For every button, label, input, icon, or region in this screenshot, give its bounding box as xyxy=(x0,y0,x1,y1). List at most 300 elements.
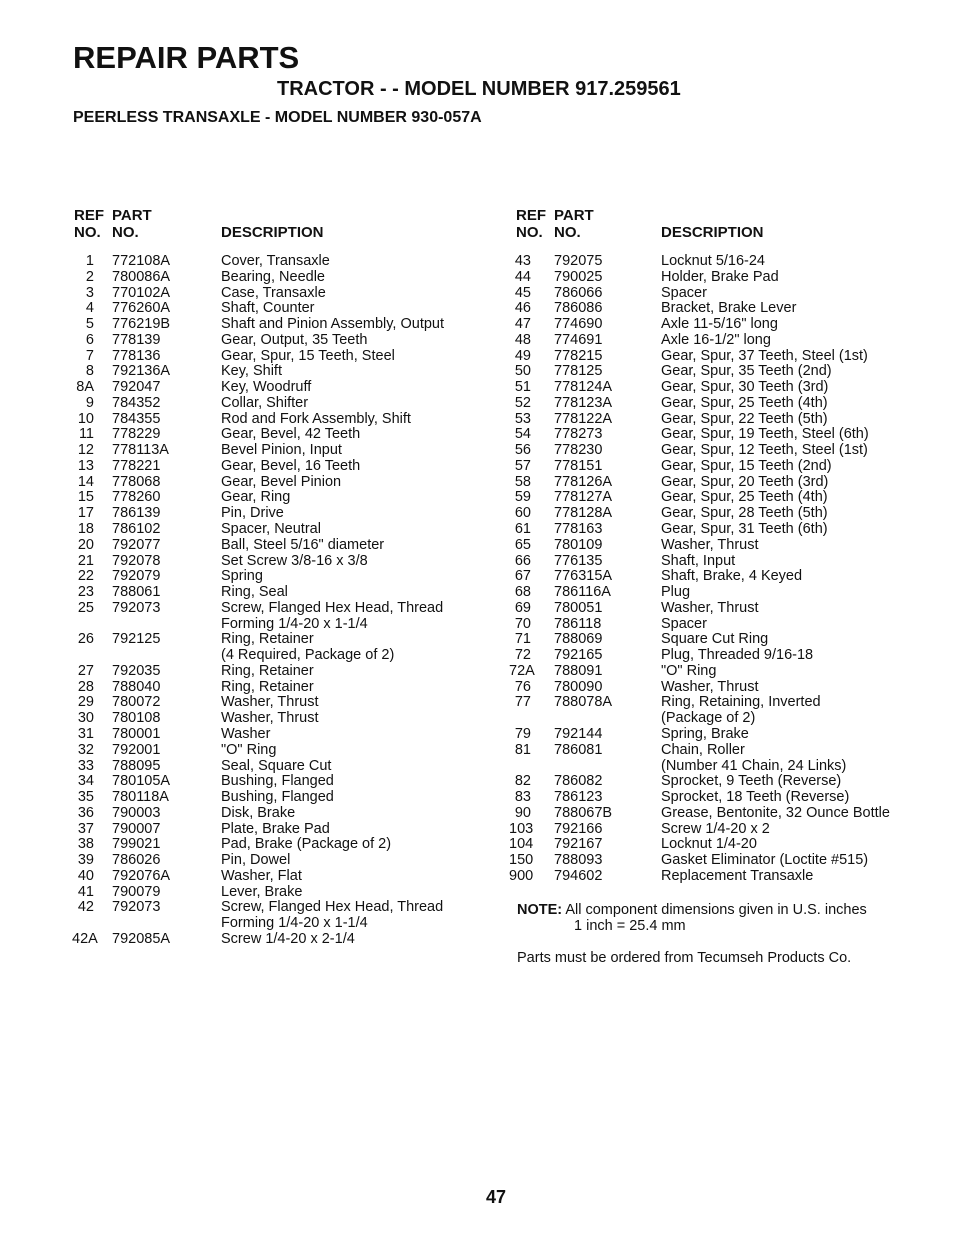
part-description: Gear, Bevel, 42 Teeth xyxy=(221,426,361,443)
part-description: Ring, Retainer xyxy=(221,631,314,648)
parts-row xyxy=(72,601,482,617)
part-number: 780109 xyxy=(554,536,603,553)
part-description: Gear, Ring xyxy=(221,489,291,506)
ref-number: 900 xyxy=(509,867,534,884)
part-description: Ring, Retainer xyxy=(221,662,314,679)
ref-number: 25 xyxy=(77,599,94,616)
parts-row xyxy=(72,364,482,380)
ref-number: 76 xyxy=(514,678,531,695)
ref-number: 8 xyxy=(85,363,94,380)
part-number: 788093 xyxy=(554,852,603,869)
part-description: Washer, Thrust xyxy=(661,599,759,616)
parts-row xyxy=(72,695,482,711)
part-number: 786139 xyxy=(112,505,161,522)
part-description: Chain, Roller xyxy=(661,741,745,758)
part-description: Gear, Spur, 25 Teeth (4th) xyxy=(661,489,828,506)
ref-number: 1 xyxy=(85,253,94,269)
parts-row xyxy=(72,396,482,412)
ref-number: 43 xyxy=(514,253,531,269)
part-description: Washer, Flat xyxy=(221,867,302,884)
parts-row xyxy=(72,554,482,570)
part-number: 778113A xyxy=(112,442,169,459)
parts-row xyxy=(72,822,482,838)
part-number: 778126A xyxy=(554,473,613,490)
left-header-part: PART NO. xyxy=(112,207,152,241)
right-header-ref: REF NO. xyxy=(516,207,546,241)
part-description: Case, Transaxle xyxy=(221,284,326,301)
part-description: Pin, Dowel xyxy=(221,852,291,869)
parts-row xyxy=(509,380,929,396)
part-description: Washer, Thrust xyxy=(661,678,759,695)
ref-number: 36 xyxy=(77,804,94,821)
part-description: "O" Ring xyxy=(221,741,277,758)
ref-number: 6 xyxy=(85,331,94,348)
parts-row xyxy=(509,648,929,664)
part-number: 780001 xyxy=(112,725,161,742)
part-description: Key, Shift xyxy=(221,363,282,380)
ref-number: 72A xyxy=(509,662,535,679)
ref-number: 9 xyxy=(85,394,94,411)
parts-row xyxy=(509,806,929,822)
ref-number: 45 xyxy=(514,284,531,301)
part-description: Gear, Spur, 15 Teeth, Steel xyxy=(221,347,395,364)
ref-number: 49 xyxy=(514,347,531,364)
parts-row xyxy=(72,427,482,443)
part-description: Ring, Seal xyxy=(221,584,288,601)
part-description: Washer, Thrust xyxy=(221,710,319,727)
parts-row xyxy=(509,601,929,617)
part-description: Locknut 5/16-24 xyxy=(661,253,765,269)
parts-row xyxy=(509,301,929,317)
ref-number: 68 xyxy=(514,584,531,601)
part-description: Forming 1/4-20 x 1-1/4 xyxy=(221,615,368,632)
parts-row xyxy=(72,301,482,317)
part-description: Gear, Spur, 12 Teeth, Steel (1st) xyxy=(661,442,868,459)
right-parts-list xyxy=(509,254,929,885)
ref-number: 54 xyxy=(514,426,531,443)
part-description: Lever, Brake xyxy=(221,883,303,900)
ref-number: 47 xyxy=(514,316,531,333)
parts-row xyxy=(72,680,482,696)
note-line2: 1 inch = 25.4 mm xyxy=(574,918,686,934)
part-number: 778122A xyxy=(554,410,613,427)
part-description: Spacer, Neutral xyxy=(221,521,321,538)
part-number: 792166 xyxy=(554,820,603,837)
ref-number: 40 xyxy=(77,867,94,884)
part-description: Gear, Spur, 25 Teeth (4th) xyxy=(661,394,828,411)
part-number: 786081 xyxy=(554,741,603,758)
parts-row xyxy=(72,774,482,790)
part-number: 780086A xyxy=(112,268,171,285)
parts-row xyxy=(72,538,482,554)
parts-row xyxy=(72,349,482,365)
part-description: Gear, Bevel Pinion xyxy=(221,473,342,490)
parts-row xyxy=(509,790,929,806)
part-number: 786123 xyxy=(554,789,603,806)
parts-row xyxy=(72,333,482,349)
parts-row xyxy=(509,270,929,286)
parts-row xyxy=(509,837,929,853)
part-description: Cover, Transaxle xyxy=(221,253,330,269)
part-description: (Package of 2) xyxy=(661,710,756,727)
part-number: 788095 xyxy=(112,757,161,774)
parts-row xyxy=(72,475,482,491)
part-description: Gear, Spur, 35 Teeth (2nd) xyxy=(661,363,832,380)
ref-number: 42 xyxy=(77,899,94,916)
part-description: Gear, Spur, 30 Teeth (3rd) xyxy=(661,379,829,396)
parts-row xyxy=(72,916,482,932)
part-number: 784355 xyxy=(112,410,161,427)
parts-row xyxy=(509,569,929,585)
ref-number: 83 xyxy=(514,789,531,806)
parts-row xyxy=(509,695,929,711)
ref-number: 14 xyxy=(77,473,94,490)
ref-number: 60 xyxy=(514,505,531,522)
ref-number: 41 xyxy=(77,883,94,900)
part-description: Gear, Spur, 22 Teeth (5th) xyxy=(661,410,828,427)
tractor-model-heading: TRACTOR - - MODEL NUMBER 917.259561 xyxy=(277,78,681,100)
parts-row xyxy=(509,412,929,428)
part-number: 778124A xyxy=(554,379,613,396)
parts-row xyxy=(509,680,929,696)
right-header-part: PART NO. xyxy=(554,207,594,241)
part-description: Plug xyxy=(661,584,691,601)
ref-number: 52 xyxy=(514,394,531,411)
parts-row xyxy=(509,286,929,302)
part-number: 776135 xyxy=(554,552,603,569)
part-description: Key, Woodruff xyxy=(221,379,312,396)
part-description: Ring, Retainer xyxy=(221,678,314,695)
parts-row xyxy=(509,711,929,727)
ref-number: 65 xyxy=(514,536,531,553)
part-description: Gear, Spur, 37 Teeth, Steel (1st) xyxy=(661,347,868,364)
part-description: Shaft, Counter xyxy=(221,300,315,317)
ref-number: 12 xyxy=(77,442,94,459)
part-number: 778163 xyxy=(554,521,603,538)
part-number: 774690 xyxy=(554,316,603,333)
parts-row xyxy=(72,790,482,806)
ref-number: 22 xyxy=(77,568,94,585)
part-number: 778136 xyxy=(112,347,161,364)
part-description: Axle 16-1/2" long xyxy=(661,331,771,348)
left-parts-list xyxy=(72,254,482,948)
ref-number: 18 xyxy=(77,521,94,538)
part-number: 778229 xyxy=(112,426,161,443)
ref-number: 81 xyxy=(514,741,531,758)
parts-row xyxy=(509,585,929,601)
ref-number: 34 xyxy=(77,773,94,790)
parts-row xyxy=(509,427,929,443)
part-number: 790003 xyxy=(112,804,161,821)
ref-number: 3 xyxy=(85,284,94,301)
part-description: Spacer xyxy=(661,284,707,301)
part-description: Plate, Brake Pad xyxy=(221,820,330,837)
part-description: Rod and Fork Assembly, Shift xyxy=(221,410,411,427)
ref-number: 46 xyxy=(514,300,531,317)
part-description: Sprocket, 9 Teeth (Reverse) xyxy=(661,773,842,790)
part-number: 778273 xyxy=(554,426,603,443)
parts-row xyxy=(72,522,482,538)
part-description: Seal, Square Cut xyxy=(221,757,332,774)
parts-row xyxy=(72,490,482,506)
ref-number: 51 xyxy=(514,379,531,396)
ordering-note: Parts must be ordered from Tecumseh Products Co. xyxy=(517,950,852,966)
part-description: Axle 11-5/16" long xyxy=(661,316,778,333)
parts-row xyxy=(72,412,482,428)
parts-row xyxy=(72,727,482,743)
ref-number: 5 xyxy=(85,316,94,333)
parts-row xyxy=(72,459,482,475)
part-description: Shaft, Brake, 4 Keyed xyxy=(661,568,803,585)
parts-row xyxy=(72,585,482,601)
parts-row xyxy=(72,380,482,396)
parts-row xyxy=(509,254,929,270)
parts-row xyxy=(72,270,482,286)
part-number: 778128A xyxy=(554,505,613,522)
part-number: 788040 xyxy=(112,678,161,695)
part-description: Grease, Bentonite, 32 Ounce Bottle xyxy=(661,804,890,821)
part-description: Square Cut Ring xyxy=(661,631,769,648)
part-number: 786026 xyxy=(112,852,161,869)
part-description: Bevel Pinion, Input xyxy=(221,442,342,459)
ref-number: 59 xyxy=(514,489,531,506)
ref-number: 42A xyxy=(72,930,98,947)
part-description: Screw, Flanged Hex Head, Thread xyxy=(221,899,444,916)
parts-row xyxy=(509,554,929,570)
part-number: 792167 xyxy=(554,836,603,853)
parts-row xyxy=(72,885,482,901)
ref-number: 26 xyxy=(77,631,94,648)
parts-row xyxy=(509,522,929,538)
part-number: 776315A xyxy=(554,568,613,585)
part-description: Screw 1/4-20 x 2 xyxy=(661,820,770,837)
ref-number: 39 xyxy=(77,852,94,869)
ref-number: 48 xyxy=(514,331,531,348)
parts-row xyxy=(509,475,929,491)
parts-row xyxy=(72,617,482,633)
part-number: 780105A xyxy=(112,773,171,790)
part-description: Sprocket, 18 Teeth (Reverse) xyxy=(661,789,850,806)
part-number: 792075 xyxy=(554,253,603,269)
part-number: 780108 xyxy=(112,710,161,727)
ref-number: 67 xyxy=(514,568,531,585)
ref-number: 103 xyxy=(509,820,534,837)
ref-number: 31 xyxy=(77,725,94,742)
part-description: Gear, Spur, 31 Teeth (6th) xyxy=(661,521,828,538)
ref-number: 66 xyxy=(514,552,531,569)
part-number: 786118 xyxy=(554,615,602,632)
parts-row xyxy=(72,443,482,459)
part-description: Pad, Brake (Package of 2) xyxy=(221,836,392,853)
ref-number: 20 xyxy=(77,536,94,553)
ref-number: 4 xyxy=(85,300,94,317)
ref-number: 35 xyxy=(77,789,94,806)
ref-number: 10 xyxy=(77,410,94,427)
part-number: 786066 xyxy=(554,284,603,301)
part-number: 786116A xyxy=(554,584,611,601)
parts-row xyxy=(72,664,482,680)
part-number: 792076A xyxy=(112,867,171,884)
part-description: Spring, Brake xyxy=(661,725,749,742)
part-description: Ring, Retaining, Inverted xyxy=(661,694,821,711)
parts-row xyxy=(509,664,929,680)
part-description: Washer, Thrust xyxy=(221,694,319,711)
part-description: Ball, Steel 5/16" diameter xyxy=(221,536,385,553)
part-description: Forming 1/4-20 x 1-1/4 xyxy=(221,915,368,932)
parts-row xyxy=(509,333,929,349)
left-header-ref: REF NO. xyxy=(74,207,104,241)
part-number: 780118A xyxy=(112,789,169,806)
page-number: 47 xyxy=(486,1187,507,1207)
parts-row xyxy=(509,506,929,522)
parts-row xyxy=(509,759,929,775)
part-description: Gear, Spur, 20 Teeth (3rd) xyxy=(661,473,829,490)
part-description: Screw, Flanged Hex Head, Thread xyxy=(221,599,444,616)
part-description: Bushing, Flanged xyxy=(221,789,334,806)
part-description: Spacer xyxy=(661,615,707,632)
parts-row xyxy=(509,869,929,885)
part-description: Shaft, Input xyxy=(661,552,736,569)
parts-row xyxy=(509,317,929,333)
part-number: 792079 xyxy=(112,568,161,585)
part-description: Replacement Transaxle xyxy=(661,867,814,884)
part-number: 792125 xyxy=(112,631,161,648)
part-description: Gear, Output, 35 Teeth xyxy=(221,331,368,348)
ref-number: 37 xyxy=(77,820,94,837)
parts-row xyxy=(72,900,482,916)
part-number: 786082 xyxy=(554,773,603,790)
ref-number: 15 xyxy=(77,489,94,506)
part-number: 792077 xyxy=(112,536,161,553)
part-description: Gear, Spur, 19 Teeth, Steel (6th) xyxy=(661,426,869,443)
part-number: 786102 xyxy=(112,521,161,538)
parts-row xyxy=(509,822,929,838)
part-number: 778215 xyxy=(554,347,603,364)
part-description: Plug, Threaded 9/16-18 xyxy=(661,647,814,664)
part-number: 790025 xyxy=(554,268,603,285)
part-description: Collar, Shifter xyxy=(221,394,309,411)
ref-number: 53 xyxy=(514,410,531,427)
parts-row xyxy=(509,490,929,506)
part-number: 784352 xyxy=(112,394,161,411)
ref-number: 23 xyxy=(77,584,94,601)
ref-number: 71 xyxy=(514,631,531,648)
part-number: 776260A xyxy=(112,300,171,317)
parts-row xyxy=(72,317,482,333)
transaxle-model-heading: PEERLESS TRANSAXLE - MODEL NUMBER 930-057A xyxy=(73,109,482,126)
part-number: 792035 xyxy=(112,662,161,679)
part-number: 778123A xyxy=(554,394,613,411)
parts-row xyxy=(72,569,482,585)
part-number: 792001 xyxy=(112,741,161,758)
part-number: 780072 xyxy=(112,694,161,711)
parts-row xyxy=(509,364,929,380)
part-number: 792073 xyxy=(112,899,161,916)
ref-number: 33 xyxy=(77,757,94,774)
ref-number: 11 xyxy=(78,426,94,443)
ref-number: 8A xyxy=(76,379,94,396)
part-description: Bushing, Flanged xyxy=(221,773,334,790)
part-number: 792073 xyxy=(112,599,161,616)
parts-row xyxy=(72,837,482,853)
part-number: 780051 xyxy=(554,599,603,616)
part-description: Spring xyxy=(221,568,263,585)
part-description: Shaft and Pinion Assembly, Output xyxy=(221,316,445,333)
ref-number: 90 xyxy=(514,804,531,821)
ref-number: 57 xyxy=(514,457,531,474)
part-number: 788091 xyxy=(554,662,603,679)
ref-number: 82 xyxy=(514,773,531,790)
ref-number: 61 xyxy=(514,521,531,538)
ref-number: 30 xyxy=(77,710,94,727)
parts-row xyxy=(72,286,482,302)
part-number: 778125 xyxy=(554,363,603,380)
parts-row xyxy=(72,506,482,522)
part-description: Holder, Brake Pad xyxy=(661,268,779,285)
part-description: Disk, Brake xyxy=(221,804,296,821)
page-title: REPAIR PARTS xyxy=(73,40,300,75)
ref-number: 150 xyxy=(509,852,534,869)
part-description: Gasket Eliminator (Loctite #515) xyxy=(661,852,869,869)
part-number: 792144 xyxy=(554,725,603,742)
ref-number: 13 xyxy=(77,457,94,474)
part-number: 794602 xyxy=(554,867,603,884)
part-description: Gear, Bevel, 16 Teeth xyxy=(221,457,361,474)
part-description: Set Screw 3/8-16 x 3/8 xyxy=(221,552,368,569)
parts-row xyxy=(509,396,929,412)
left-header-description: DESCRIPTION xyxy=(221,224,324,241)
ref-number: 2 xyxy=(85,268,94,285)
parts-row xyxy=(72,759,482,775)
parts-row xyxy=(72,743,482,759)
part-description: Pin, Drive xyxy=(221,505,284,522)
part-description: Washer, Thrust xyxy=(661,536,759,553)
parts-row xyxy=(509,459,929,475)
parts-row xyxy=(509,349,929,365)
ref-number: 27 xyxy=(77,662,94,679)
part-number: 778260 xyxy=(112,489,161,506)
part-number: 792078 xyxy=(112,552,161,569)
parts-row xyxy=(509,743,929,759)
note-line1: All component dimensions given in U.S. inches xyxy=(565,902,867,918)
part-number: 776219B xyxy=(112,316,171,333)
part-number: 788078A xyxy=(554,694,613,711)
part-number: 778139 xyxy=(112,331,161,348)
parts-row xyxy=(509,774,929,790)
part-description: Bearing, Needle xyxy=(221,268,325,285)
part-description: (4 Required, Package of 2) xyxy=(221,647,395,664)
part-description: Screw 1/4-20 x 2-1/4 xyxy=(221,930,355,947)
ref-number: 79 xyxy=(514,725,531,742)
part-description: "O" Ring xyxy=(661,662,717,679)
part-number: 780090 xyxy=(554,678,603,695)
ref-number: 29 xyxy=(77,694,94,711)
part-number: 799021 xyxy=(112,836,161,853)
part-number: 788067B xyxy=(554,804,613,821)
parts-row xyxy=(72,648,482,664)
part-number: 774691 xyxy=(554,331,603,348)
part-number: 778230 xyxy=(554,442,603,459)
parts-row xyxy=(72,711,482,727)
parts-row xyxy=(72,932,482,948)
parts-row xyxy=(509,617,929,633)
parts-row xyxy=(509,443,929,459)
parts-row xyxy=(72,869,482,885)
part-number: 778221 xyxy=(112,457,161,474)
parts-row xyxy=(509,727,929,743)
part-number: 792047 xyxy=(112,379,161,396)
part-number: 788061 xyxy=(112,584,161,601)
